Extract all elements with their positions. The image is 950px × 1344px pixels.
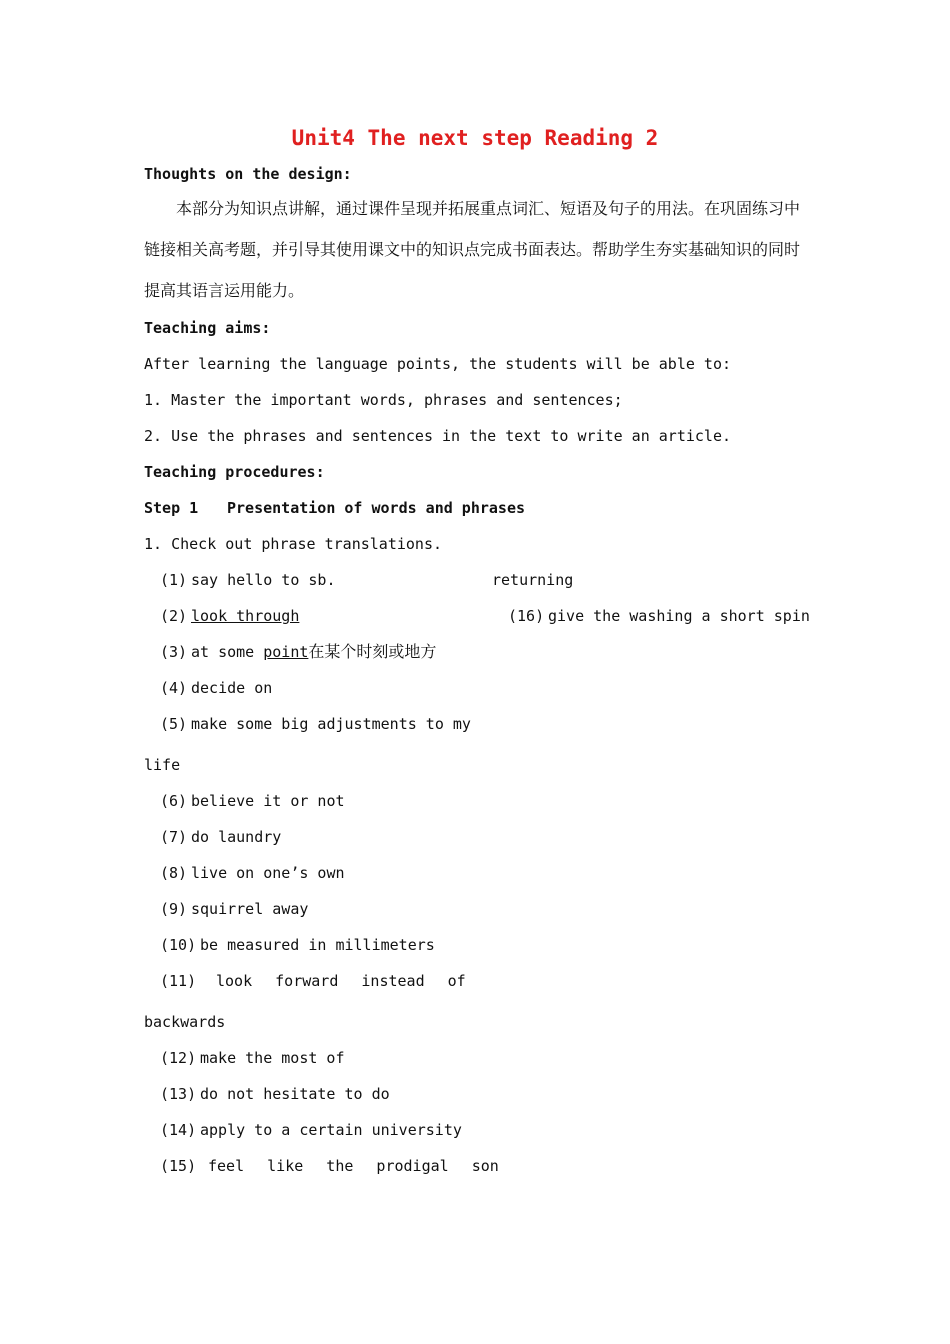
phrase-text: say hello to sb. [191, 571, 336, 589]
phrase-number: (16) [508, 607, 545, 625]
phrase-text-part: at some [191, 643, 264, 661]
phrase-text: be measured in millimeters [200, 936, 435, 954]
procedures-heading: Teaching procedures: [144, 463, 325, 481]
phrase-number: (1) [160, 571, 188, 589]
phrase-number: (10) [160, 936, 197, 954]
aim-item: 1. Master the important words, phrases and sentences; [144, 391, 623, 409]
phrase-text: give the washing a short spin [548, 607, 810, 625]
aims-heading: Teaching aims: [144, 319, 271, 337]
phrase-text: do laundry [191, 828, 282, 846]
phrase-text: look forward instead of [216, 972, 466, 990]
phrase-number: (6) [160, 792, 188, 810]
phrase-text: believe it or not [191, 792, 345, 810]
phrase-text: look through [191, 607, 300, 625]
thoughts-body: 本部分为知识点讲解，通过课件呈现并拓展重点词汇、短语及句子的用法。在巩固练习中链接相关高考题，并引导其使用课文中的知识点完成书面表达。帮助学生夯实基础知识的同时提高其语言运用能力。 [144, 199, 801, 300]
phrase-number: (7) [160, 828, 188, 846]
phrase-number: (4) [160, 679, 188, 697]
step1-label: Presentation of words and phrases [227, 499, 526, 517]
phrase-number: (5) [160, 715, 188, 733]
phrase-number: (14) [160, 1121, 197, 1139]
phrase-text-continued: backwards [144, 1013, 226, 1031]
phrase-text: do not hesitate to do [200, 1085, 390, 1103]
phrase-text [191, 642, 436, 662]
task1-instruction: 1. Check out phrase translations. [144, 535, 443, 553]
phrase-number: (15) [160, 1157, 197, 1175]
phrase-text: feel like the prodigal son [208, 1157, 499, 1175]
phrase-number: (12) [160, 1049, 197, 1067]
phrase-text-continued: life [144, 756, 181, 774]
thoughts-heading: Thoughts on the design: [144, 165, 352, 183]
phrase-text: squirrel away [191, 900, 309, 918]
phrase-number: (8) [160, 864, 188, 882]
phrase-number: (2) [160, 607, 188, 625]
phrase-number: (3) [160, 643, 188, 661]
step1-number: Step 1 [144, 499, 199, 517]
phrase-text: apply to a certain university [200, 1121, 462, 1139]
aim-item: 2. Use the phrases and sentences in the text to write an article. [144, 427, 731, 445]
phrase-text: returning [492, 571, 574, 589]
phrase-number: (9) [160, 900, 188, 918]
phrase-translation: 在某个时刻或地方 [308, 642, 437, 661]
phrase-text: decide on [191, 679, 273, 697]
phrase-number: (11) [160, 972, 197, 990]
phrase-text: make the most of [200, 1049, 345, 1067]
document-title: Unit4 The next step Reading 2 [291, 126, 659, 150]
phrase-text: make some big adjustments to my [191, 715, 471, 733]
phrase-text: live on one’s own [191, 864, 345, 882]
phrase-text-underlined: point [263, 643, 309, 661]
phrase-number: (13) [160, 1085, 197, 1103]
aims-intro: After learning the language points, the students will be able to: [144, 355, 731, 373]
